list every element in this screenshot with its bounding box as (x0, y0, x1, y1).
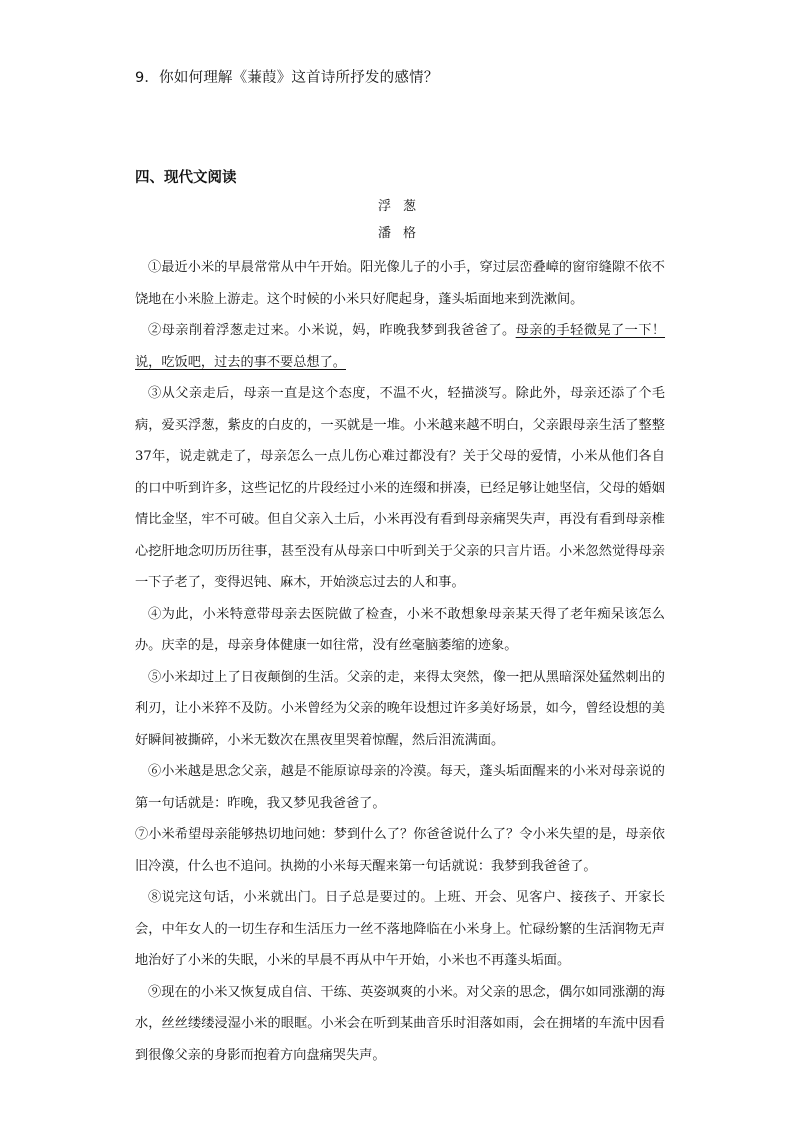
question-9: 9．你如何理解《蒹葭》这首诗所抒发的感情？ (135, 70, 439, 86)
paragraph-text: ①最近小米的早晨常常从中午开始。阳光像儿子的小手，穿过层峦叠嶂的窗帘缝隙不依不饶地在小米脸上游走。这个时候的小米只好爬起身，蓬头垢面地来到洗漱间。 (135, 260, 665, 307)
paragraph-text: ④为此，小米特意带母亲去医院做了检查，小米不敢想象母亲某天得了老年痴呆该怎么办。庆幸的是，母亲身体健康一如往常，没有丝毫脑萎缩的迹象。 (135, 606, 665, 653)
paragraph-text: ⑤小米却过上了日夜颠倒的生活。父亲的走，来得太突然，像一把从黑暗深处猛然刺出的利刃，让小米猝不及防。小米曾经为父亲的晚年设想过许多美好场景，如今，曾经设想的美好瞬间被撕碎，小米无数次在黑夜里哭着惊醒，然后泪流满面。 (135, 669, 665, 748)
article-paragraph (135, 756, 665, 819)
article-paragraph (135, 882, 665, 977)
article-paragraph (135, 662, 665, 757)
article-paragraph (135, 252, 665, 315)
article-paragraph (135, 315, 665, 378)
paragraph-text: ⑨现在的小米又恢复成自信、干练、英姿飒爽的小米。对父亲的思念，偶尔如同涨潮的海水，丝丝缕缕浸湿小米的眼眶。小米会在听到某曲音乐时泪落如雨，会在拥堵的车流中因看到很像父亲的身影而抱着方向盘痛哭失声。 (135, 984, 665, 1063)
article-paragraph (135, 599, 665, 662)
underlined-sentence: 母亲的手轻微晃了一下！说，吃饭吧，过去的事不要总想了。 (135, 323, 666, 370)
paragraph-text: ⑥小米越是思念父亲，越是不能原谅母亲的冷漠。每天，蓬头垢面醒来的小米对母亲说的第一句话就是：昨晚，我又梦见我爸爸了。 (135, 764, 665, 811)
article-author: 潘格 (377, 226, 428, 241)
paragraph-text: ③从父亲走后，母亲一直是这个态度，不温不火，轻描淡写。除此外，母亲还添了个毛病，爱买浮葱，紫皮的白皮的，一买就是一堆。小米越来越不明白，父亲跟母亲生活了整整37年，说走就走了，母亲怎么一点儿伤心难过都没有？关于父母的爱情，小米从他们各自的口中听到许多，这些记忆的片段经过小米的连缀和拼凑，已经足够让她坚信，父母的婚姻情比金坚，牢不可破。但自父亲入土后，小米再没有看到母亲痛哭失声，再没有看到母亲椎心挖肝地念叨历历往事，甚至没有从母亲口中听到关于父亲的只言片语。小米忽然觉得母亲一下子老了，变得迟钝、麻木，开始淡忘过去的人和事。 (135, 386, 665, 590)
article-title: 浮葱 (377, 199, 428, 214)
paragraph-text: ②母亲削着浮葱走过来。小米说，妈，昨晚我梦到我爸爸了。 (148, 323, 516, 338)
paragraph-text: ⑧说完这句话，小米就出门。日子总是要过的。上班、开会、见客户、接孩子、开家长会，中年女人的一切生存和生活压力一丝不落地降临在小米身上。忙碌纷繁的生活润物无声地治好了小米的失眠，小米的早晨不再从中午开始，小米也不再蓬头垢面。 (135, 890, 665, 968)
paragraph-text: ⑦小米希望母亲能够热切地问她：梦到什么了？你爸爸说什么了？令小米失望的是，母亲依旧冷漠，什么也不追问。执拗的小米每天醒来第一句话就说：我梦到我爸爸了。 (135, 827, 665, 874)
article-paragraph (135, 378, 665, 599)
article-paragraph (135, 977, 665, 1072)
section-title: 四、现代文阅读 (135, 170, 237, 186)
article-body (135, 252, 665, 1071)
article-paragraph (135, 819, 665, 882)
